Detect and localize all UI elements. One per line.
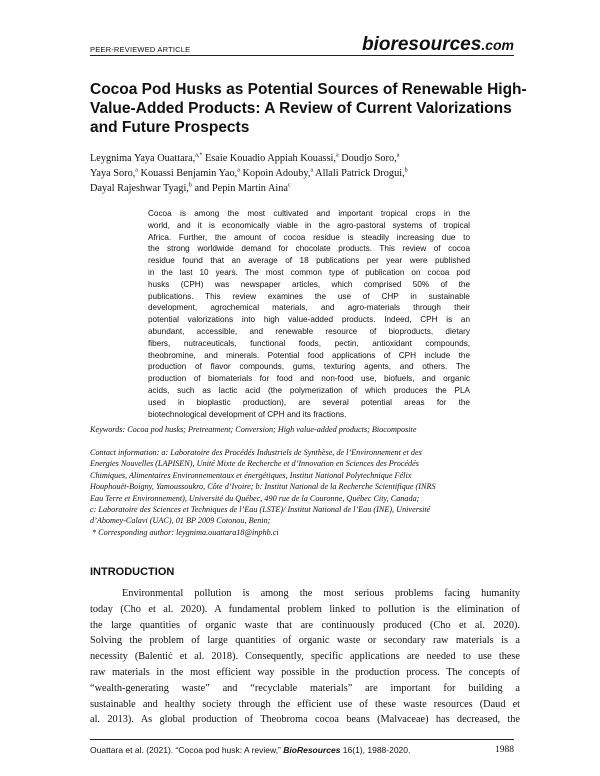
footer-rule (90, 739, 514, 740)
author-line (90, 166, 530, 181)
contact-information (90, 447, 518, 538)
abstract-line: Africa. Further, the amount of cocoa residue is steadily increasing due to (148, 232, 470, 242)
page-number: 1988 (495, 745, 514, 755)
brand-name: bioresources (361, 34, 482, 55)
contact-line: d’Abomey-Calavi (UAC), 01 BP 2009 Cotonou, Benin; (90, 516, 271, 526)
author-name: Leygnima Yaya Ouattara, (90, 153, 196, 164)
body-line: necessity (Balentić et al. 2018). Consequently, specific applications are needed to use these (90, 651, 520, 663)
abstract-line: husks (CPH) was newspaper articles, which comprised 50% of the (148, 279, 470, 289)
section-label: PEER-REVIEWED ARTICLE (90, 45, 191, 54)
abstract-line: development, agrochemical materials, and agro-materials through their (148, 303, 470, 313)
abstract-line: world, and it is economically viable in the agro-pastoral systems of tropical (148, 220, 470, 230)
abstract-line: production of biomaterials for food and non-food use, biofuels, and organic (148, 374, 470, 384)
author-name: Dayal Rajeshwar Tyagi, (90, 183, 189, 194)
body-line: today (Cho et al. 2020). A fundamental problem linked to pollution is the elimination of (90, 603, 520, 615)
author-name: Yaya Soro, (90, 168, 136, 179)
journal-name: BioResources (283, 745, 341, 755)
contact-line: Houphouët-Boigny, Yamoussoukro, Côte d’Ivoire; b: Institut National de la Recherche Scientifique (INRS (90, 482, 436, 492)
abstract-line: the strong worldwide demand for chocolate products. This review of cocoa (148, 244, 470, 254)
contact-line: Energies Nouvelles (LAPISEN), Unité Mixte de Recherche et d’Innovation en Sciences des Procédés (90, 459, 419, 469)
citation-suffix: 16(1), 1988-2020. (340, 745, 411, 755)
introduction-body (90, 586, 520, 728)
body-line: sustainable and healthy society through the efficient use of these waste resources (Daud et (90, 698, 520, 710)
author-affiliation: a (335, 152, 339, 159)
citation-prefix: Ouattara et al. (2021). “Cocoa pod husk: A review,” (90, 745, 281, 755)
author-affiliation: a (135, 167, 138, 174)
author-name: Allali Patrick Drogui, (313, 168, 405, 179)
abstract-line: abundant, accessible, and renewable resource of bioproducts, dietary (148, 326, 470, 336)
body-line: al. 2013). As global production of Theobroma cocoa beans (Malvaceae) has decreased, the (90, 714, 520, 726)
body-line: Environmental pollution is among the most serious problems facing humanity (122, 588, 520, 599)
body-line: “wealth-generating waste” and “recyclable materials” are important for building a (90, 682, 520, 694)
author-list (90, 151, 530, 196)
author-affiliation: b (188, 182, 192, 189)
author-affiliation: a,* (195, 152, 203, 159)
contact-line: Eau Terre et Environnement), Université du Québec, 490 rue de la Couronne, Québec City, Canada; (90, 493, 420, 503)
body-line: Solving the problem of large quantities of organic waste or secondary raw materials is a (90, 635, 520, 647)
abstract-line: fibers, nutraceuticals, functional foods, pectin, antioxidant compounds, (148, 338, 470, 348)
author-line (90, 151, 530, 166)
keywords: Keywords: Cocoa pod husks; Pretreatment; Conversion; High value-added products; Biocomposite (90, 425, 417, 434)
body-line: raw materials in the most efficient way possible in the production process. The concepts of (90, 666, 520, 678)
contact-line: c: Laboratoire des Sciences et Techniques de l’Eau (LSTE)/ Institut National de l’Eau (INE), Université (90, 505, 431, 515)
abstract-line: in the last 10 years. The most common type of publication on cocoa pod (148, 267, 470, 277)
abstract (148, 208, 470, 420)
header-rule (90, 55, 514, 56)
author-name: and Pepin Martin Aina (191, 183, 288, 194)
section-heading-introduction: INTRODUCTION (90, 566, 175, 578)
journal-brand (362, 34, 514, 56)
corresponding-author: * Corresponding author: leygnima.ouattara18@inphb.ci (92, 527, 279, 537)
author-affiliation: b (404, 167, 408, 174)
author-name: Doudjo Soro, (338, 153, 397, 164)
author-name: Esaie Kouadio Appiah Kouassi, (202, 153, 336, 164)
article-title: Cocoa Pod Husks as Potential Sources of Renewable High-Value-Added Products: A Review of Current Valorizations and Future Prospects (90, 81, 527, 136)
abstract-line: acids, such as lactic acid (the polymerization of which produces the PLA (148, 385, 470, 395)
abstract-line: production of flavor compounds, gums, texturing agents, and others. The (148, 362, 470, 372)
footer-citation (90, 745, 410, 755)
author-name: Kouassi Benjamin Yao, (137, 168, 238, 179)
contact-line: Chimiques, Alimentaires Environnementaux et énergétiques, Institut National Polytechnique Félix (90, 470, 412, 480)
abstract-line: residue found that an average of 18 publications per year were published (148, 256, 470, 266)
contact-line: Contact information: a: Laboratoire des Procédés Industriels de Synthèse, de l’Environnement et des (90, 448, 422, 457)
author-affiliation: a (396, 152, 400, 159)
author-name: Kopoin Adouby, (239, 168, 311, 179)
author-affiliation: a (237, 167, 240, 174)
abstract-line: potential valorizations into high value-added products. Indeed, CPH is an (148, 315, 470, 325)
abstract-line: publications. This review examines the use of CHP in sustainable (148, 291, 470, 301)
author-affiliation: c (287, 182, 291, 189)
body-line: the large quantities of organic waste that are continuously produced (Cho et al. 2020). (90, 619, 520, 631)
abstract-line: theobromine, and minerals. Potential food applications of CPH include the (148, 350, 470, 360)
abstract-line: Cocoa is among the most cultivated and important tropical crops in the (148, 209, 470, 218)
brand-suffix: .com (481, 37, 514, 53)
abstract-line: biotechnological development of CPH and its fractions. (148, 409, 347, 419)
author-line (90, 181, 530, 196)
author-affiliation: a (310, 167, 314, 174)
abstract-line: used in bioplastic production), are several potential areas for the (148, 397, 470, 407)
